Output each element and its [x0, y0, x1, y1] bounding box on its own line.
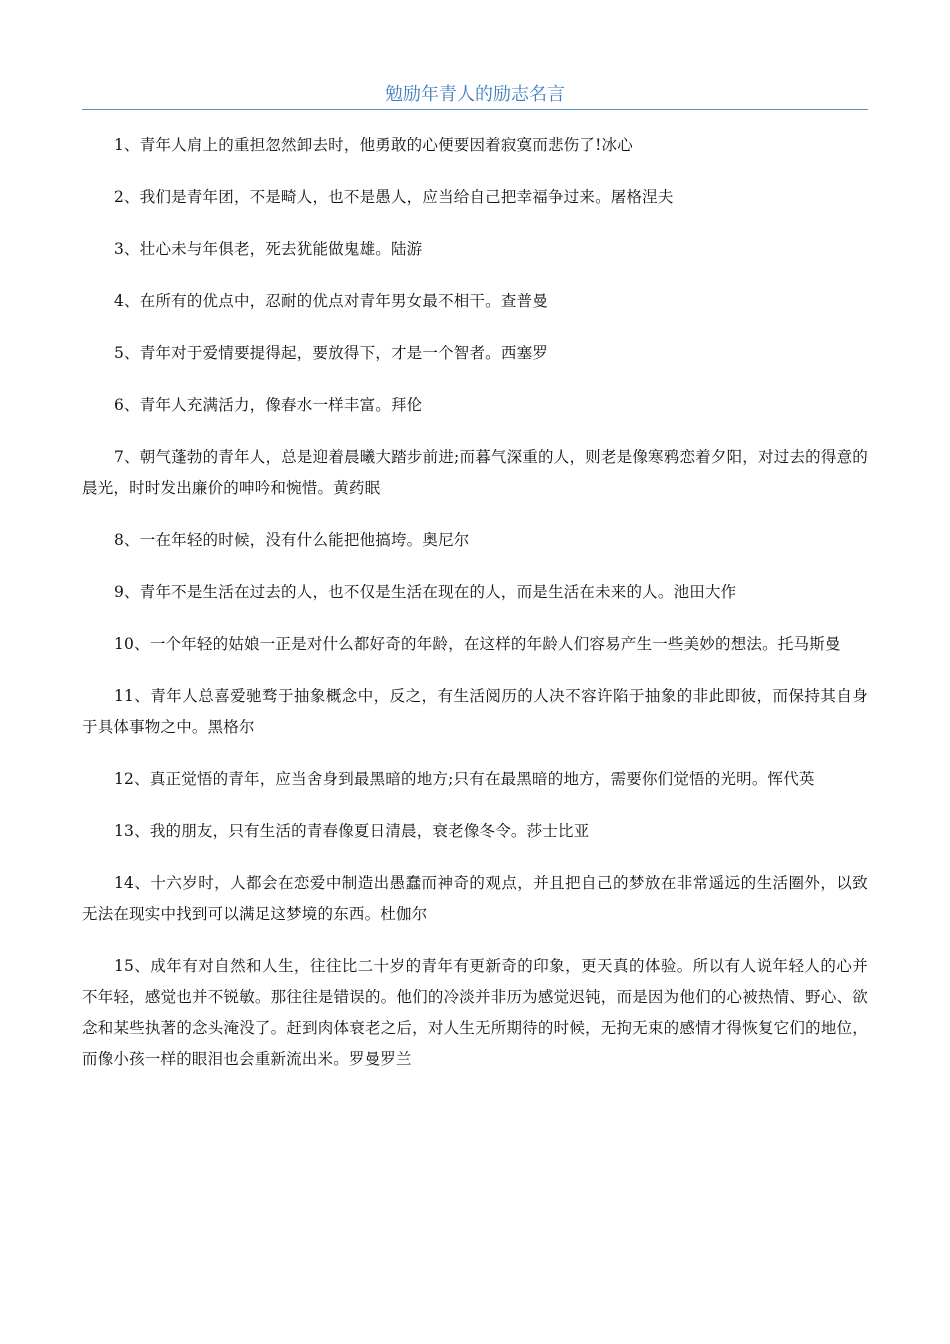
- quote-item: 5、青年对于爱情要提得起，要放得下，才是一个智者。西塞罗: [114, 344, 548, 362]
- quote-item: 3、壮心未与年俱老，死去犹能做鬼雄。陆游: [114, 240, 423, 258]
- quote-item: 11、青年人总喜爱驰骛于抽象概念中，反之，有生活阅历的人决不容许陷于抽象的非此即彼，而保持其自身于具体事物之中。黑格尔: [82, 687, 868, 736]
- quote-item: 6、青年人充满活力，像春水一样丰富。拜伦: [114, 396, 423, 414]
- quote-item: 4、在所有的优点中，忍耐的优点对青年男女最不相干。查普曼: [114, 292, 548, 310]
- quote-list: [82, 130, 868, 1075]
- quote-item: 12、真正觉悟的青年，应当舍身到最黑暗的地方;只有在最黑暗的地方，需要你们觉悟的光明。恽代英: [114, 770, 815, 788]
- document-page: [82, 0, 868, 1096]
- document-title: 勉励年青人的励志名言: [82, 81, 868, 110]
- quote-item: 10、一个年轻的姑娘一正是对什么都好奇的年龄，在这样的年龄人们容易产生一些美妙的想法。托马斯曼: [114, 635, 841, 653]
- quote-item: 8、一在年轻的时候，没有什么能把他搞垮。奥尼尔: [114, 531, 470, 549]
- quote-item: 1、青年人肩上的重担忽然卸去时，他勇敢的心便要因着寂寞而悲伤了!冰心: [114, 136, 633, 154]
- quote-item: 14、十六岁时，人都会在恋爱中制造出愚蠢而神奇的观点，并且把自己的梦放在非常遥远的生活圈外，以致无法在现实中找到可以满足这梦境的东西。杜伽尔: [82, 874, 868, 923]
- quote-item: 9、青年不是生活在过去的人，也不仅是生活在现在的人，而是生活在未来的人。池田大作: [114, 583, 737, 601]
- quote-item: 7、朝气蓬勃的青年人，总是迎着晨曦大踏步前进;而暮气深重的人，则老是像寒鸦恋着夕阳，对过去的得意的晨光，时时发出廉价的呻吟和惋惜。黄药眠: [82, 448, 868, 497]
- quote-item: 13、我的朋友，只有生活的青春像夏日清晨，衰老像冬令。莎士比亚: [114, 822, 590, 840]
- quote-item: 2、我们是青年团，不是畸人，也不是愚人，应当给自己把幸福争过来。屠格涅夫: [114, 188, 674, 206]
- quote-item: 15、成年有对自然和人生，往往比二十岁的青年有更新奇的印象，更天真的体验。所以有人说年轻人的心并不年轻，感觉也并不锐敏。那往往是错误的。他们的冷淡并非历为感觉迟钝，而是因为他们的心被热情、野心、欲念和某些执著的念头淹没了。赶到肉体衰老之后，对人生无所期待的时候，无拘无束的感情才得恢复它们的地位，而像小孩一样的眼泪也会重新流出米。罗曼罗兰: [82, 957, 868, 1068]
